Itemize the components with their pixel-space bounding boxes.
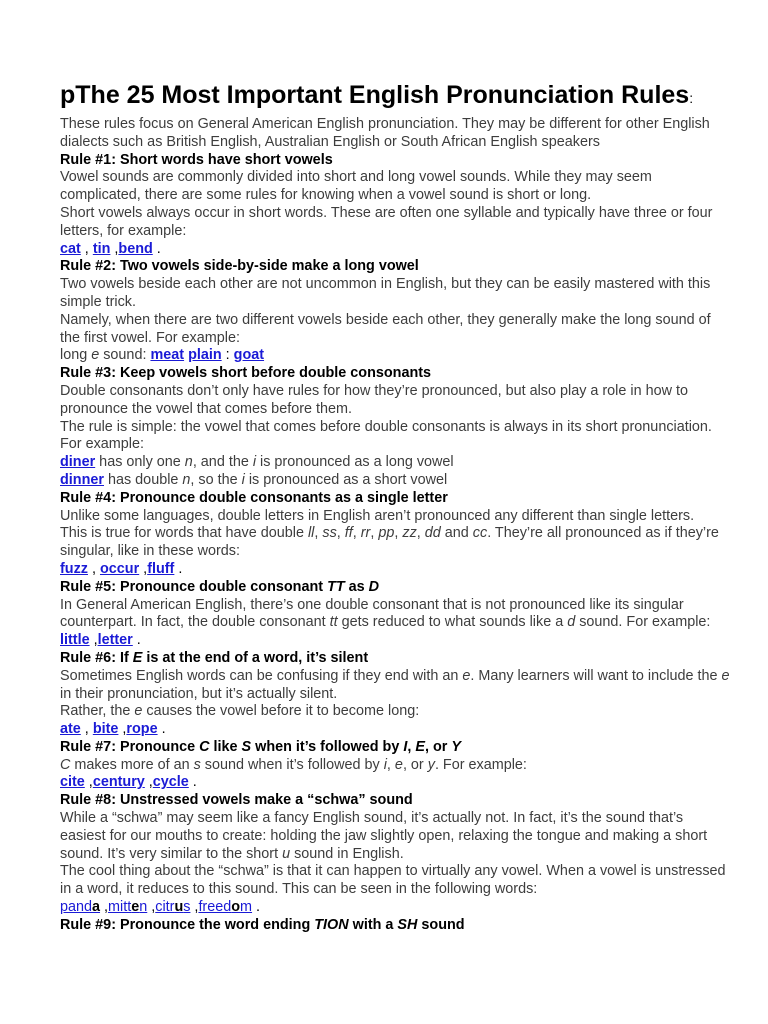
example-link-ate[interactable]: ate [60, 721, 81, 738]
rule-4-paragraph-2: This is true for words that have double ll, ss, ff, rr, pp, zz, dd and cc. They’re all pronounced as if they’re singular, like in these words: [60, 525, 719, 560]
page-title [60, 80, 730, 113]
example-link-mitten[interactable] [108, 899, 147, 915]
schwa-letter: e [131, 899, 140, 916]
text-segment: gets reduced to what sounds like a [337, 614, 568, 631]
rule-3-paragraph-1: Double consonants don’t only have rules for how they’re pronounced, but also play a role in how to pronounce the vowel that comes before them. [60, 382, 688, 417]
example-link-cycle[interactable]: cycle [152, 774, 189, 791]
text-segment: , or [424, 738, 452, 755]
text-segment: s [183, 899, 191, 916]
rule-6-examples: ate , bite ,rope . [60, 721, 166, 738]
document [60, 80, 730, 935]
text-segment: In General American English, there’s one double consonant that is not pronounced like its singular counterpart. In fact, the double consonant [60, 596, 684, 631]
text-segment: is pronounced as a long vowel [256, 454, 454, 471]
letters-pp: pp [378, 525, 395, 542]
rule-7-heading [60, 739, 730, 757]
letters-tt: tt [329, 614, 338, 631]
text-segment: is pronounced as a short vowel [244, 471, 448, 488]
example-link-meat[interactable]: meat [150, 347, 185, 364]
text-segment: is at the end of a word, it’s silent [142, 649, 369, 666]
long-label: long [60, 347, 92, 364]
text-segment: pand [60, 899, 93, 916]
rule-6-paragraph-1 [60, 668, 730, 704]
schwa-letter: o [231, 899, 241, 916]
letter-c: C [60, 756, 71, 773]
letters-ll: ll [307, 525, 315, 542]
text-segment: Rule #9: Pronounce the word ending [60, 916, 315, 933]
letters-dd: dd [424, 525, 441, 542]
text-segment: has double [103, 471, 183, 488]
letters-ss: ss [322, 525, 337, 542]
rule-2-paragraph-2: Namely, when there are two different vowels beside each other, they generally make the long sound of the first vowel. For example: [60, 311, 711, 346]
text-segment: has only one [95, 454, 185, 471]
rule-4-examples: fuzz , occur ,fluff . [60, 560, 183, 577]
schwa-letter: u [174, 899, 184, 916]
letter-e: e [134, 703, 143, 720]
letters-tion: TION [314, 916, 349, 933]
letters-zz: zz [402, 525, 417, 542]
example-link-plain[interactable]: plain [188, 347, 222, 364]
example-link-fuzz[interactable]: fuzz [60, 560, 88, 577]
rule-6-heading [60, 650, 730, 668]
text-segment: n [139, 899, 148, 916]
example-link-freedom[interactable] [198, 899, 252, 915]
example-link-occur[interactable]: occur [99, 560, 140, 577]
rule-6-paragraph-2 [60, 703, 730, 721]
letter-e: e [91, 347, 100, 364]
letters-rr: rr [360, 525, 371, 542]
example-link-little[interactable]: little [60, 632, 90, 649]
text-segment: , so the [190, 471, 242, 488]
rule-4-heading: Rule #4: Pronounce double consonants as a single letter [60, 489, 448, 506]
text-segment: . Many learners will want to include the [470, 667, 722, 684]
text-segment: , [407, 738, 416, 755]
text-segment: . For example: [434, 756, 527, 773]
text-segment: causes the vowel before it to become long: [142, 703, 420, 720]
letter-i: i [252, 454, 257, 471]
rule-5-heading [60, 579, 730, 597]
rule-7-paragraph-1 [60, 757, 730, 775]
rule-5-examples: little ,letter . [60, 632, 141, 649]
letter-e: E [415, 738, 425, 755]
text-segment: Rule #6: If [60, 649, 133, 666]
rule-2-paragraph-1: Two vowels beside each other are not uncommon in English, but they can be easily mastered with this simple trick. [60, 276, 711, 310]
text-segment: Rule #5: Pronounce double consonant [60, 578, 328, 595]
letter-i: i [241, 471, 245, 488]
letter-s: s [193, 756, 201, 773]
example-link-cite[interactable]: cite [60, 774, 85, 791]
text-segment: sound [417, 916, 465, 933]
rule-1-examples: cat , tin ,bend . [60, 240, 161, 257]
text-segment: m [240, 899, 253, 916]
rule-3-example-1 [60, 454, 730, 472]
rule-5-paragraph-1 [60, 597, 730, 633]
text-segment: Rule #7: Pronounce [60, 738, 200, 755]
letters-cc: cc [472, 525, 488, 542]
text-segment: as [344, 578, 369, 595]
text-segment: While a “schwa” may seem like a fancy English sound, it’s actually not. In fact, it’s the sound that’s easiest for our mouths to create: holding the jaw slightly open, relaxing the tongue and making a short sound. It’s very similar to the short [60, 810, 708, 862]
rule-3-example-2 [60, 472, 730, 490]
text-segment: Rather, the [60, 703, 135, 720]
text-segment: when it’s followed by [251, 738, 404, 755]
rule-8-examples: panda ,mitten ,citrus ,freedom . [60, 899, 261, 916]
letter-u: u [282, 845, 291, 862]
example-link-goat[interactable]: goat [233, 347, 265, 364]
title-colon: : [689, 90, 694, 106]
text-segment: . They’re all pronounced as if they’re singular, like in these words: [60, 525, 719, 560]
example-link-century[interactable]: century [92, 774, 145, 791]
letter-d: d [567, 614, 576, 631]
schwa-letter: a [92, 899, 101, 916]
text-segment: and [440, 525, 473, 542]
example-link-dinner[interactable]: dinner [60, 471, 104, 488]
rule-8-paragraph-2: The cool thing about the “schwa” is that it can happen to virtually any vowel. When a vowel is unstressed in a word, it reduces to this sound. This can be seen in the following words: [60, 863, 726, 898]
rule-1-paragraph-1: Vowel sounds are commonly divided into short and long vowel sounds. While they may seem complicated, there are some rules for knowing when a vowel sound is short or long. [60, 169, 652, 204]
letter-c: C [199, 738, 210, 755]
text-segment: with a [348, 916, 398, 933]
example-link-letter[interactable]: letter [97, 632, 133, 649]
text-segment: freed [198, 899, 232, 916]
example-link-bite[interactable]: bite [92, 721, 119, 738]
letter-s: S [241, 738, 252, 755]
rule-3-heading: Rule #3: Keep vowels short before double consonants [60, 365, 432, 382]
rule-8-paragraph-1 [60, 810, 730, 863]
rule-9-heading [60, 917, 730, 935]
text-segment: Sometimes English words can be confusing if they end with an [60, 667, 463, 684]
letter-i: I [403, 738, 408, 755]
letters-sh: SH [397, 916, 418, 933]
letter-d: D [368, 578, 380, 595]
rule-1-paragraph-2: Short vowels always occur in short words. These are often one syllable and typically have three or four letters, for example: [60, 204, 713, 239]
example-link-tin[interactable]: tin [92, 240, 111, 257]
rule-8-heading: Rule #8: Unstressed vowels make a “schwa” sound [60, 792, 413, 809]
text-segment: sound in English. [290, 845, 404, 862]
rule-4-paragraph-1: Unlike some languages, double letters in English aren’t pronounced any different than single letters. [60, 507, 695, 524]
text-segment: mitt [108, 899, 132, 916]
example-link-fluff[interactable]: fluff [147, 560, 175, 577]
letter-e: e [394, 756, 403, 773]
letter-y: y [427, 756, 435, 773]
rule-2-heading: Rule #2: Two vowels side-by-side make a long vowel [60, 258, 419, 275]
text-segment: , [386, 756, 395, 773]
letter-e: E [132, 649, 143, 666]
intro-paragraph: These rules focus on General American English pronunciation. They may be different for other English dialects such as British English, Australian English or South African English speakers [60, 116, 710, 150]
text-segment: in their pronunciation, but it’s actually silent. [60, 685, 338, 702]
text-segment: like [209, 738, 242, 755]
rule-7-examples: cite ,century ,cycle . [60, 774, 197, 791]
example-link-panda[interactable] [60, 899, 100, 915]
example-link-cat[interactable]: cat [60, 240, 81, 257]
text-segment: sound when it’s followed by [200, 756, 384, 773]
text-segment: makes more of an [70, 756, 194, 773]
example-link-diner[interactable]: diner [60, 454, 96, 471]
letters-ff: ff [344, 525, 353, 542]
letter-e: e [462, 667, 471, 684]
letter-e: e [721, 667, 730, 684]
example-link-rope[interactable]: rope [126, 721, 158, 738]
letters-tt: TT [327, 578, 345, 595]
letter-n: n [184, 454, 193, 471]
example-link-citrus[interactable] [155, 899, 190, 915]
rule-1-heading: Rule #1: Short words have short vowels [60, 151, 333, 168]
letter-n: n [182, 471, 191, 488]
rule-2-examples: long e sound: meat plain : goat [60, 347, 265, 364]
text-segment: , and the [192, 454, 253, 471]
text-segment: , or [402, 756, 428, 773]
sound-label: sound: [99, 347, 151, 364]
text-segment: sound. For example: [575, 614, 711, 631]
letter-y: Y [451, 738, 461, 755]
text-segment: citr [155, 899, 175, 916]
title-text: pThe 25 Most Important English Pronunciation Rules [60, 81, 690, 109]
example-link-bend[interactable]: bend [118, 240, 153, 257]
letter-i: i [383, 756, 387, 773]
text-segment: This is true for words that have double [60, 525, 308, 542]
rule-3-paragraph-2: The rule is simple: the vowel that comes before double consonants is always in its short pronunciation. For example: [60, 418, 712, 453]
